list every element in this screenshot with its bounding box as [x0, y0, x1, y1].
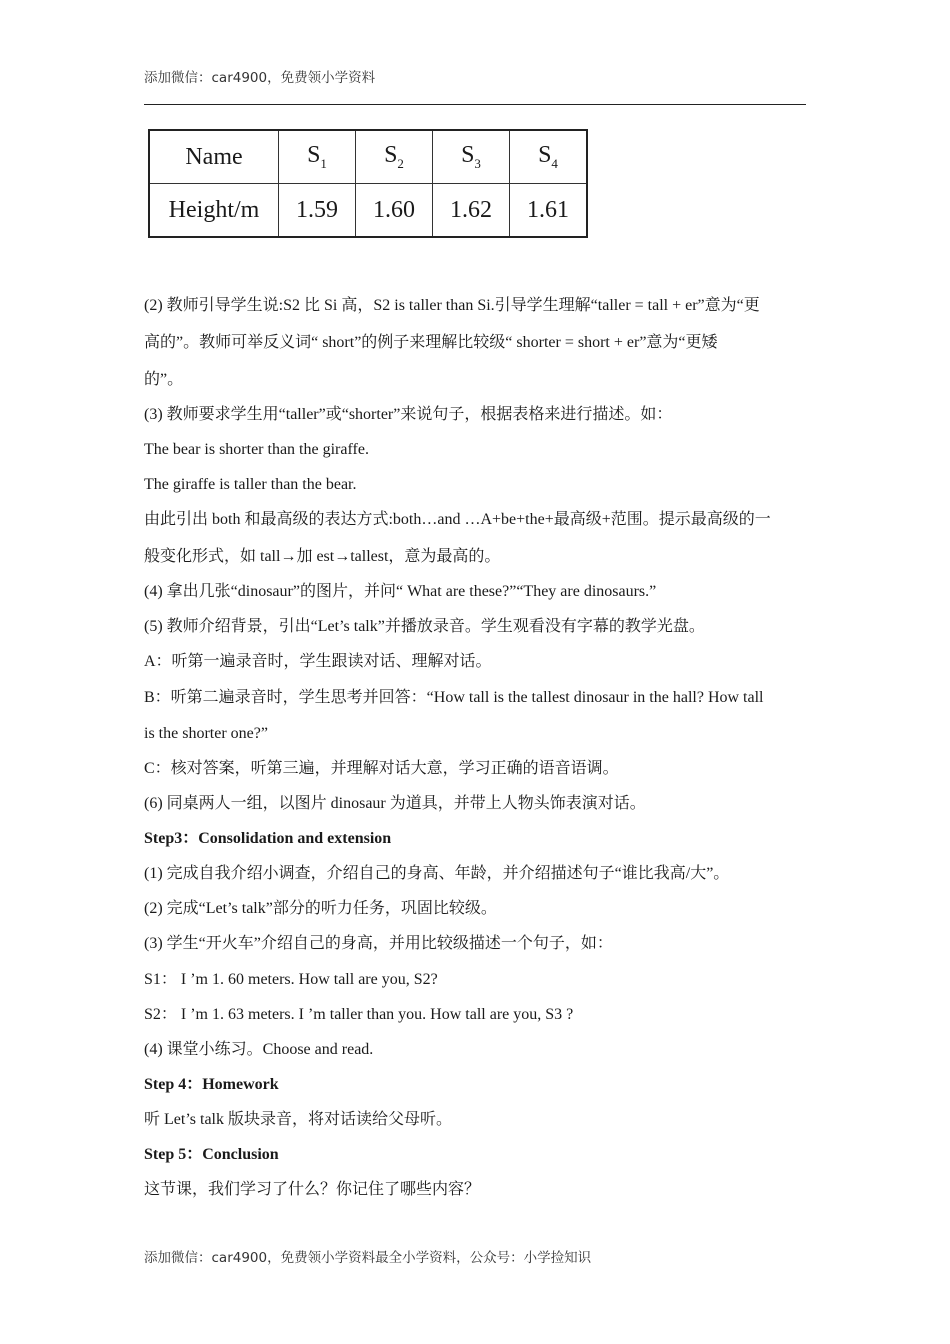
text-line: (2) 完成“Let’s talk”部分的听力任务，巩固比较级。 [144, 900, 497, 917]
text-line: 这节课，我们学习了什么？你记住了哪些内容？ [144, 1181, 481, 1198]
text-line: C：核对答案，听第三遍，并理解对话大意，学习正确的语音语调。 [144, 760, 619, 777]
header-divider [144, 104, 806, 105]
text-line: 高的”。教师可举反义词“ short”的例子来理解比较级“ shorter = short + er”意为“更矮 [144, 334, 718, 351]
text-line: (4) 拿出几张“dinosaur”的图片，并问“ What are these?”“They are dinosaurs.” [144, 583, 657, 600]
table-cell: $S_3$ [433, 130, 510, 184]
table-row [149, 184, 587, 238]
section-heading: Step 4：Homework [144, 1076, 279, 1093]
table-cell: Height/m [149, 184, 279, 238]
text-line: (3) 学生“开火车”介绍自己的身高，并用比较级描述一个句子，如： [144, 935, 613, 952]
text-line: (2) 教师引导学生说:S2 比 Si 高，S2 is taller than Si.引导学生理解“taller = tall + er”意为“更 [144, 297, 760, 314]
text-line: The giraffe is taller than the bear. [144, 476, 357, 493]
text-line: is the shorter one?” [144, 725, 268, 742]
table-cell: 1.59 [279, 184, 356, 238]
height-table [148, 129, 588, 238]
text-line: The bear is shorter than the giraffe. [144, 441, 369, 458]
text-line: B：听第二遍录音时，学生思考并回答：“How tall is the tallest dinosaur in the hall? How tall [144, 689, 764, 706]
table-cell: $S_2$ [356, 130, 433, 184]
section-heading: Step3：Consolidation and extension [144, 830, 392, 847]
page-header: 添加微信：car4900，免费领小学资料 [144, 70, 376, 86]
text-line: 由此引出 both 和最高级的表达方式:both…and …A+be+the+最高级+范围。提示最高级的一 [144, 511, 771, 528]
text-line: 般变化形式，如 tall→加 est→tallest，意为最高的。 [144, 548, 501, 565]
text-line: 听 Let’s talk 版块录音，将对话读给父母听。 [144, 1111, 452, 1128]
text-line: S2： I ’m 1. 63 meters. I ’m taller than you. How tall are you, S3 ? [144, 1006, 574, 1023]
table-cell: 1.61 [510, 184, 588, 238]
table-cell: $S_4$ [510, 130, 588, 184]
section-heading: Step 5：Conclusion [144, 1146, 279, 1163]
text-line: S1： I ’m 1. 60 meters. How tall are you, S2? [144, 971, 438, 988]
page-footer: 添加微信：car4900，免费领小学资料最全小学资料，公众号：小学捡知识 [144, 1250, 592, 1266]
table-cell: Name [149, 130, 279, 184]
text-line: (6) 同桌两人一组，以图片 dinosaur 为道具，并带上人物头饰表演对话。 [144, 795, 646, 812]
table-cell: 1.60 [356, 184, 433, 238]
table-header-row [149, 130, 587, 184]
table-cell: $S_1$ [279, 130, 356, 184]
table-cell: 1.62 [433, 184, 510, 238]
text-line: (5) 教师介绍背景，引出“Let’s talk”并播放录音。学生观看没有字幕的教学光盘。 [144, 618, 705, 635]
text-line: A：听第一遍录音时，学生跟读对话、理解对话。 [144, 653, 492, 670]
text-line: (4) 课堂小练习。Choose and read. [144, 1041, 374, 1058]
text-line: 的”。 [144, 371, 184, 388]
text-line: (1) 完成自我介绍小调查，介绍自己的身高、年龄，并介绍描述句子“谁比我高/大”。 [144, 865, 730, 882]
text-line: (3) 教师要求学生用“taller”或“shorter”来说句子，根据表格来进行描述。如： [144, 406, 673, 423]
